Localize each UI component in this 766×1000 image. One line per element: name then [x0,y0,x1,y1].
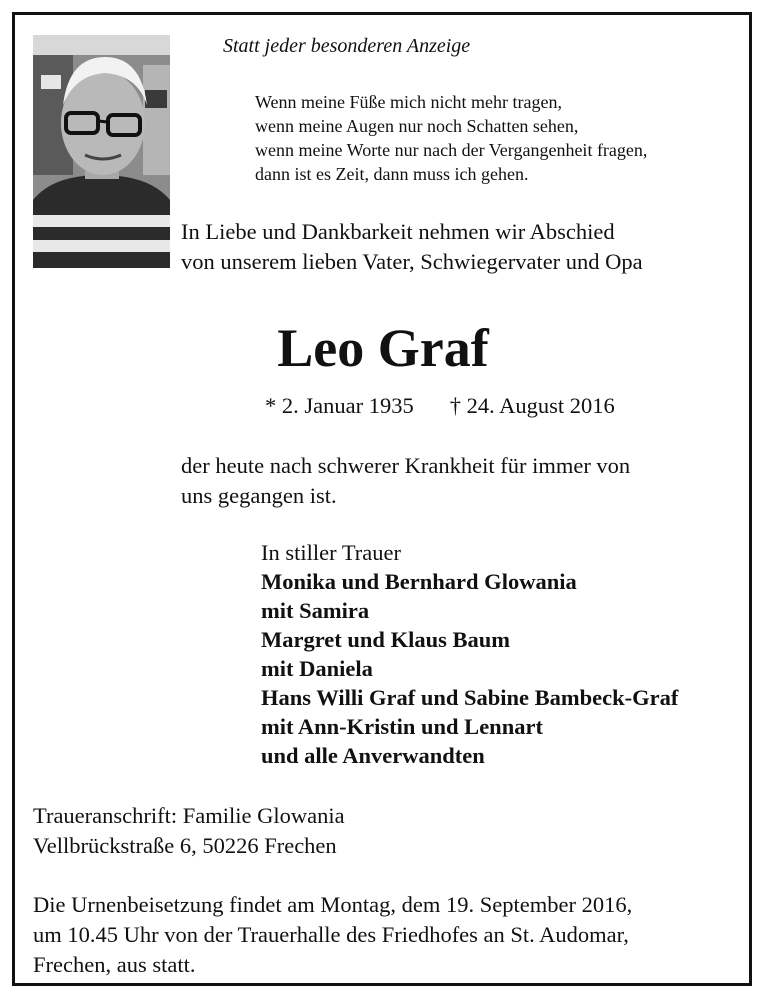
notice-heading: Statt jeder besonderen Anzeige [223,35,471,57]
deceased-name: Leo Graf [277,318,489,378]
passing-line: der heute nach schwerer Krankheit für immer von [181,453,631,478]
poem-line: wenn meine Augen nur noch Schatten sehen, [255,116,579,136]
poem [255,90,647,186]
intro-line: von unserem lieben Vater, Schwiegervater und Opa [181,249,643,274]
passing-line: uns gegangen ist. [181,483,337,508]
burial-line: Frechen, aus statt. [33,952,196,977]
mourners-block [261,538,678,770]
address-line: Traueranschrift: Familie Glowania [33,803,345,828]
mourning-address [33,801,345,861]
life-dates [265,391,615,421]
address-line: Vellbrückstraße 6, 50226 Frechen [33,833,337,858]
intro-line: In Liebe und Dankbarkeit nehmen wir Abschied [181,219,615,244]
passing-text [181,451,630,511]
mourner-line: Hans Willi Graf und Sabine Bambeck-Graf [261,685,679,710]
mourner-line: und alle Anverwandten [261,743,485,768]
burial-info [33,890,632,980]
portrait-photo [33,35,170,268]
mourning-label: In stiller Trauer [261,540,401,565]
mourner-line: mit Daniela [261,656,373,681]
poem-line: dann ist es Zeit, dann muss ich gehen. [255,164,529,184]
mourner-line: mit Ann-Kristin und Lennart [261,714,543,739]
poem-line: wenn meine Worte nur nach der Vergangenheit fragen, [255,140,648,160]
mourner-line: Margret und Klaus Baum [261,627,510,652]
mourner-line: mit Samira [261,598,370,623]
burial-line: um 10.45 Uhr von der Trauerhalle des Friedhofes an St. Audomar, [33,922,629,947]
death-date: † 24. August 2016 [449,393,615,418]
birth-date: * 2. Januar 1935 [265,393,414,418]
poem-line: Wenn meine Füße mich nicht mehr tragen, [255,92,562,112]
intro-text [181,217,643,277]
mourner-line: Monika und Bernhard Glowania [261,569,577,594]
burial-line: Die Urnenbeisetzung findet am Montag, dem 19. September 2016, [33,892,633,917]
